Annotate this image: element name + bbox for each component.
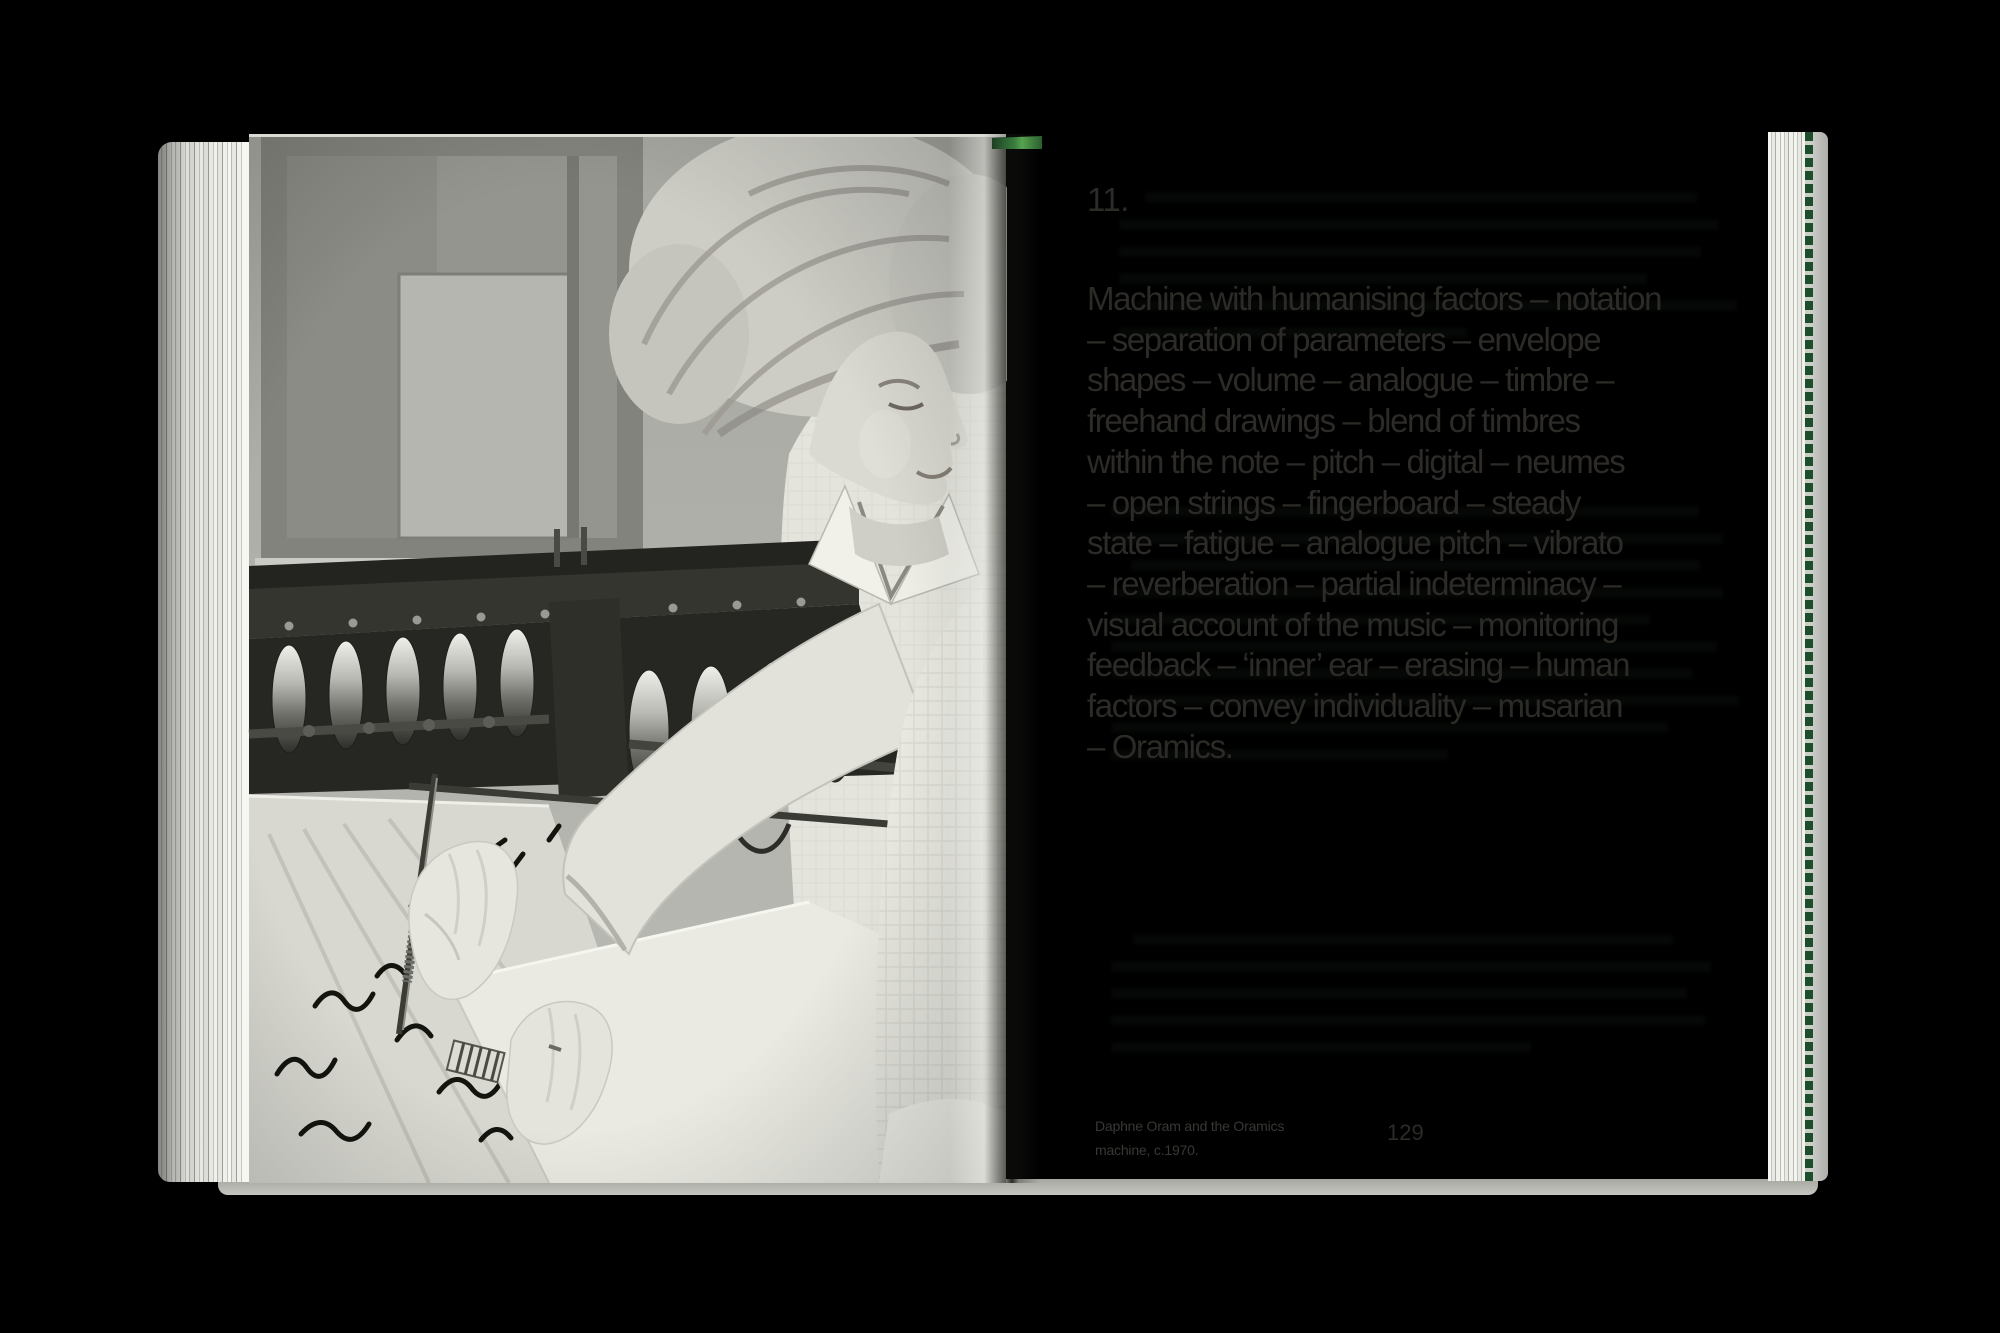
body-line: shapes – volume – analogue – timbre – — [1087, 361, 1614, 399]
section-number: 11. — [1087, 181, 1129, 218]
body-line: factors – convey individuality – musarian — [1087, 687, 1623, 725]
left-page — [248, 134, 1007, 1183]
right-page — [1015, 134, 1768, 1183]
page-edge-stripes — [1768, 132, 1805, 1181]
book-spread — [158, 128, 1827, 1195]
spine-cloth-glimpse — [992, 136, 1042, 149]
right-page-fore-edges — [1768, 132, 1828, 1181]
cover-edge — [1813, 132, 1828, 1181]
body-line: – open strings – fingerboard – steady — [1087, 483, 1581, 521]
body-line: – reverberation – partial indeterminacy – — [1087, 564, 1621, 602]
body-line: freehand drawings – blend of timbres — [1087, 402, 1580, 440]
body-text — [1087, 279, 1717, 767]
daphne-oram-photo — [248, 134, 1007, 1183]
body-line: feedback – ‘inner’ ear – erasing – human — [1087, 646, 1630, 684]
body-line: Machine with humanising factors – notation — [1087, 280, 1662, 317]
page-number: 129 — [1387, 1120, 1424, 1145]
body-line: – separation of parameters – envelope — [1087, 320, 1601, 358]
show-through-text — [1111, 934, 1711, 1069]
body-line: visual account of the music – monitoring — [1087, 605, 1618, 643]
body-line: within the note – pitch – digital – neumes — [1087, 442, 1625, 480]
caption-line: Daphne Oram and the Oramics — [1095, 1118, 1285, 1134]
caption-line: machine, c.1970. — [1095, 1142, 1199, 1158]
green-cloth-strip — [1805, 132, 1813, 1181]
photo-caption — [1095, 1114, 1284, 1162]
body-line: state – fatigue – analogue pitch – vibrato — [1087, 524, 1623, 562]
left-page-fore-edges — [158, 142, 250, 1182]
body-line: – Oramics. — [1087, 727, 1233, 765]
